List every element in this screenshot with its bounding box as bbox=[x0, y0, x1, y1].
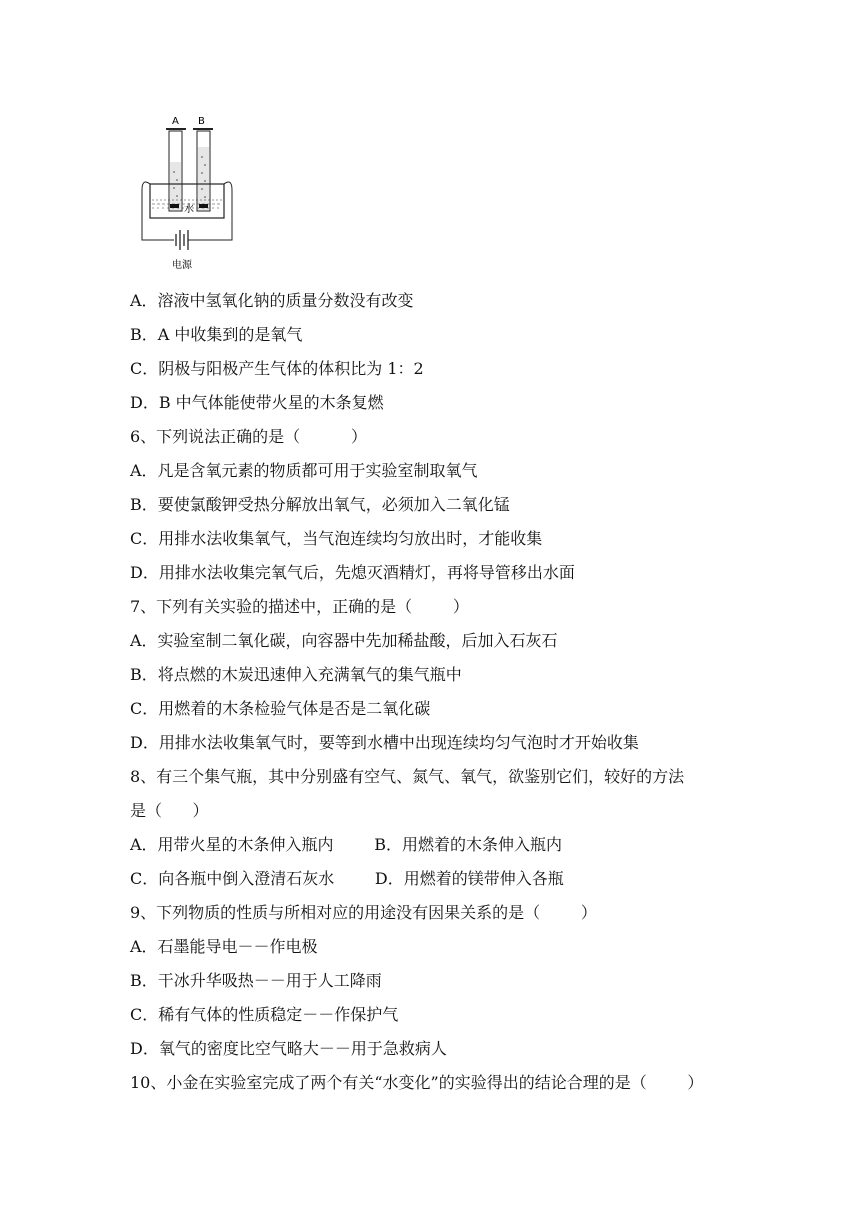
q5-option-c: C．阴极与阳极产生气体的体积比为 1：2 bbox=[130, 359, 424, 378]
tube-b-label: B bbox=[198, 116, 205, 127]
q5-option-d: D．B 中气体能使带火星的木条复燃 bbox=[130, 393, 384, 412]
power-source-label: 电源 bbox=[172, 260, 192, 271]
q7-stem: 7、下列有关实验的描述中，正确的是（ ） bbox=[130, 597, 469, 616]
q6-option-c: C．用排水法收集氧气，当气泡连续均匀放出时，才能收集 bbox=[130, 529, 543, 548]
tube-b bbox=[197, 131, 210, 211]
q7-option-c: C．用燃着的木条检验气体是否是二氧化碳 bbox=[130, 699, 431, 718]
water-label: 水 bbox=[184, 204, 194, 215]
q9-option-a: A．石墨能导电－－作电极 bbox=[130, 937, 318, 956]
q8-options-row1: A．用带火星的木条伸入瓶内 B．用燃着的木条伸入瓶内 bbox=[130, 835, 563, 854]
electrolysis-diagram bbox=[130, 112, 242, 274]
q10-stem: 10、小金在实验室完成了两个有关“水变化”的实验得出的结论合理的是（ ） bbox=[130, 1073, 704, 1092]
q7-option-b: B．将点燃的木炭迅速伸入充满氧气的集气瓶中 bbox=[130, 665, 462, 684]
q8-options-row2: C．向各瓶中倒入澄清石灰水 D．用燃着的镁带伸入各瓶 bbox=[130, 869, 564, 888]
q9-stem: 9、下列物质的性质与所相对应的用途没有因果关系的是（ ） bbox=[130, 903, 597, 922]
q6-stem: 6、下列说法正确的是（ ） bbox=[130, 427, 368, 446]
q9-option-b: B．干冰升华吸热－－用于人工降雨 bbox=[130, 971, 382, 990]
q9-option-c: C．稀有气体的性质稳定－－作保护气 bbox=[130, 1005, 399, 1024]
q8-stem-line1: 8、有三个集气瓶，其中分别盛有空气、氮气、氧气，欲鉴别它们，较好的方法 bbox=[130, 767, 685, 786]
q9-option-d: D．氧气的密度比空气略大－－用于急救病人 bbox=[130, 1039, 447, 1058]
q7-option-a: A．实验室制二氧化碳，向容器中先加稀盐酸，后加入石灰石 bbox=[130, 631, 558, 650]
power-source-icon bbox=[176, 230, 188, 250]
tube-a bbox=[169, 131, 182, 211]
q5-option-a: A．溶液中氢氧化钠的质量分数没有改变 bbox=[130, 291, 414, 310]
tube-a-label: A bbox=[172, 116, 179, 127]
q6-option-b: B．要使氯酸钾受热分解放出氧气，必须加入二氧化锰 bbox=[130, 495, 510, 514]
q8-stem-line2: 是（ ） bbox=[130, 801, 209, 820]
q6-option-a: A．凡是含氧元素的物质都可用于实验室制取氧气 bbox=[130, 461, 478, 480]
q5-option-b: B．A 中收集到的是氧气 bbox=[130, 325, 303, 344]
electrolysis-apparatus-figure bbox=[130, 112, 242, 274]
q6-option-d: D．用排水法收集完氧气后，先熄灭酒精灯，再将导管移出水面 bbox=[130, 563, 575, 582]
q7-option-d: D．用排水法收集氧气时，要等到水槽中出现连续均匀气泡时才开始收集 bbox=[130, 733, 639, 752]
